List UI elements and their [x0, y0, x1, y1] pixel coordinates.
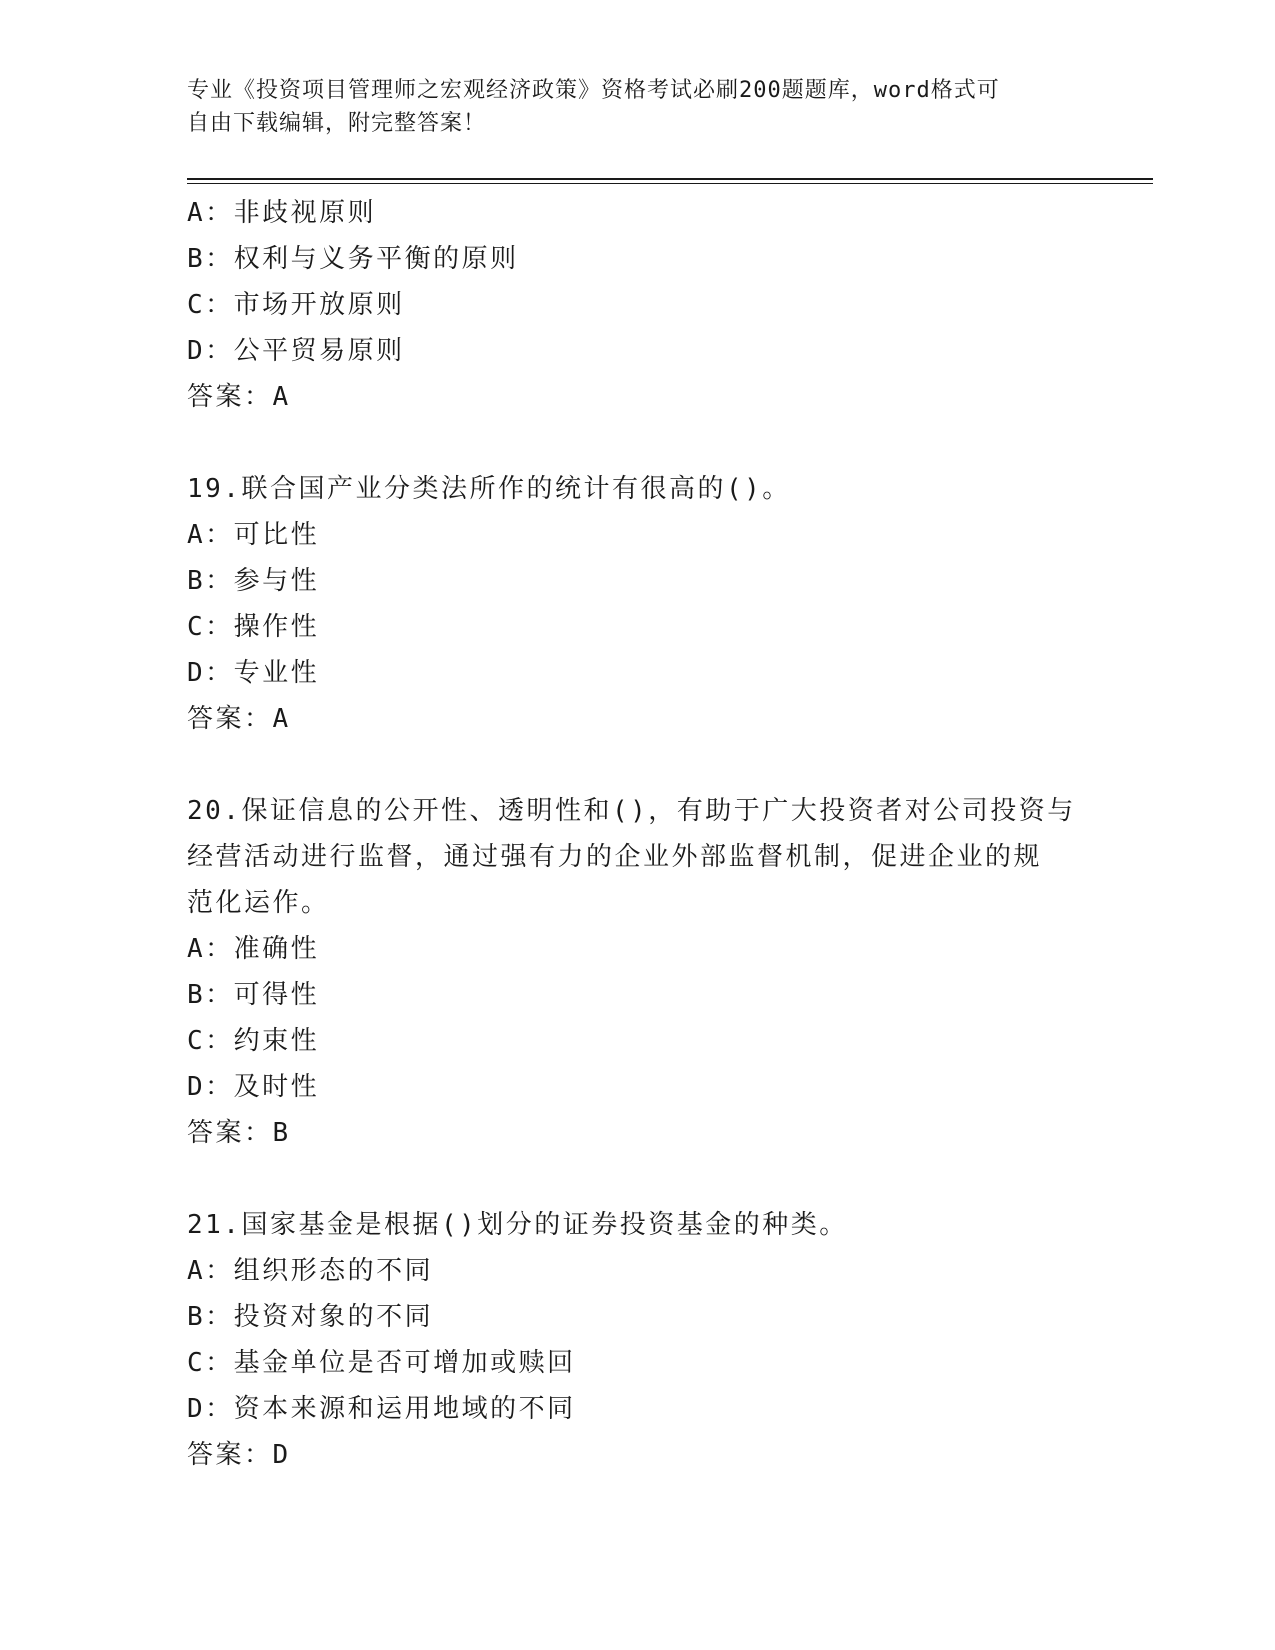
option-d: D：资本来源和运用地域的不同	[187, 1394, 576, 1424]
question-line: 范化运作。	[187, 888, 330, 918]
option-c: C：操作性	[187, 612, 320, 642]
question-text	[187, 466, 1087, 512]
option-b: B：投资对象的不同	[187, 1302, 434, 1332]
option-d: D：公平贸易原则	[187, 336, 405, 366]
question-block-21	[187, 1202, 1087, 1478]
question-block-19	[187, 466, 1087, 742]
answer: 答案：A	[187, 704, 291, 734]
option-a: A：可比性	[187, 520, 320, 550]
question-text	[187, 788, 1087, 926]
option-a: A：准确性	[187, 934, 320, 964]
question-line: 20.保证信息的公开性、透明性和()，有助于广大投资者对公司投资与	[187, 796, 1076, 826]
question-text	[187, 1202, 1087, 1248]
header-line-2: 自由下载编辑，附完整答案！	[187, 111, 487, 136]
question-block-18	[187, 190, 1087, 420]
header-line-1: 专业《投资项目管理师之宏观经济政策》资格考试必刷200题题库，word格式可	[187, 78, 1000, 103]
option-b: B：权利与义务平衡的原则	[187, 244, 519, 274]
header-divider-thin	[187, 183, 1153, 184]
option-d: D：专业性	[187, 658, 320, 688]
question-block-20	[187, 788, 1087, 1156]
option-b: B：可得性	[187, 980, 320, 1010]
header-divider-thick	[187, 178, 1153, 180]
option-c: C：基金单位是否可增加或赎回	[187, 1348, 576, 1378]
answer: 答案：D	[187, 1440, 291, 1470]
answer: 答案：A	[187, 382, 291, 412]
option-a: A：组织形态的不同	[187, 1256, 434, 1286]
option-a: A：非歧视原则	[187, 198, 377, 228]
question-line: 19.联合国产业分类法所作的统计有很高的()。	[187, 474, 791, 504]
option-c: C：市场开放原则	[187, 290, 405, 320]
option-c: C：约束性	[187, 1026, 320, 1056]
option-b: B：参与性	[187, 566, 320, 596]
option-d: D：及时性	[187, 1072, 320, 1102]
answer: 答案：B	[187, 1118, 291, 1148]
question-list	[187, 190, 1087, 1524]
question-line: 21.国家基金是根据()划分的证券投资基金的种类。	[187, 1210, 848, 1240]
question-line: 经营活动进行监督，通过强有力的企业外部监督机制，促进企业的规	[187, 842, 1043, 872]
document-header	[187, 74, 1067, 140]
